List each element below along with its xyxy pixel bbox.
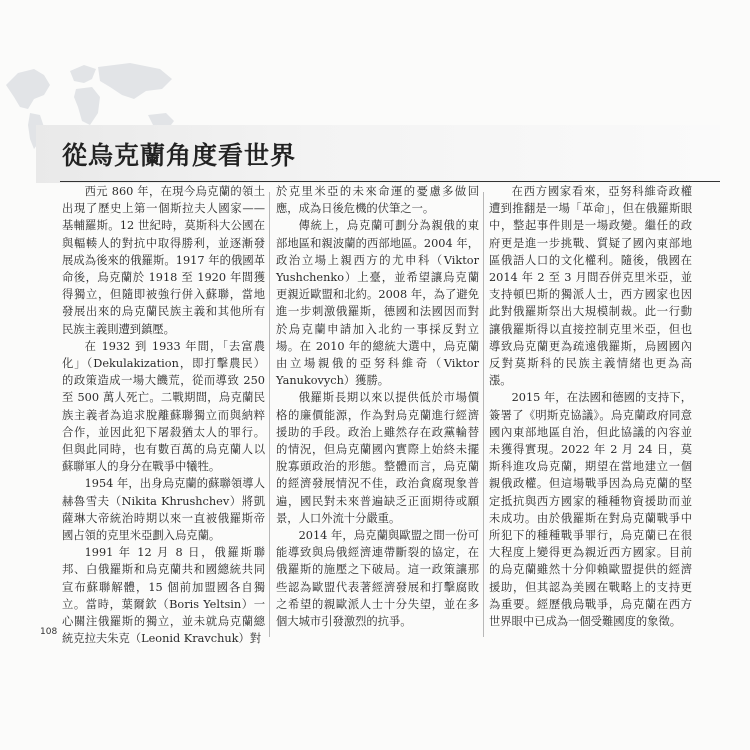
text-column-3 <box>489 183 692 630</box>
paragraph: 2015 年，在法國和德國的支持下，簽署了《明斯克協議》。烏克蘭政府同意國內東部地區自治，但此協議的內容並未獲得實現。2022 年 2 月 24 日，莫斯科進攻烏克蘭，期望在當地建立一個親俄政權。但這場戰爭因為烏克蘭的堅定抵抗與西方國家的種種物資援助而並未成功。由於俄羅斯在對烏克蘭戰爭中所犯下的種種戰爭罪行，烏克蘭已在很大程度上變得更為親近西方國家。目前的烏克蘭雖然十分仰賴歐盟提供的經濟援助，但其認為美國在戰略上的支持更為重要。經歷俄烏戰爭，烏克蘭在西方世界眼中已成為一個受難國度的象徵。 <box>489 391 692 629</box>
paragraph: 西元 860 年，在現今烏克蘭的領土出現了歷史上第一個斯拉夫人國家——基輔羅斯。12 世紀時，莫斯科大公國在與輻輳人的對抗中取得勝利，並逐漸發展成為後來的俄羅斯。1917 年的俄國革命後，烏克蘭於 1918 至 1920 年間獲得獨立，但隨即被強行併入蘇聯，當地發展出來的烏克蘭民族主義和其他所有民族主義則遭到鎮壓。 <box>62 185 265 336</box>
text-column-2 <box>276 183 479 630</box>
page-number: 108 <box>40 627 58 637</box>
paragraph: 在西方國家看來，亞努科維奇政權遭到推翻是一場「革命」，但在俄羅斯眼中，整起事件則是一場政變。繼任的政府更是進一步挑戰、質疑了國內東部地區俄語人口的文化權利。隨後，俄國在 2014 年 2 至 3 月間吞併克里米亞，並支持頓巴斯的獨派人士，西方國家也因此對俄羅斯祭出大規模制裁。此一行動讓俄羅斯得以直接控制克里米亞，但也導致烏克蘭更為疏遠俄羅斯，烏國國內反對莫斯科的民族主義情緒也更為高漲。 <box>489 185 692 388</box>
paragraph: 於克里米亞的未來命運的憂慮多做回應，成為日後危機的伏筆之一。 <box>276 185 479 216</box>
title-rule <box>60 181 720 182</box>
paragraph: 1954 年，出身烏克蘭的蘇聯領導人赫魯雪夫（Nikita Khrushchev）將凱薩琳大帝統治時期以來一直被俄羅斯帝國占領的克里米亞劃入烏克蘭。 <box>62 477 265 543</box>
paragraph: 俄羅斯長期以來以提供低於市場價格的廉價能源，作為對烏克蘭進行經濟援助的手段。政治上雖然存在政黨輪替的情況，但烏克蘭國內實際上始終未擺脫寡頭政治的形態。整體而言，烏克蘭的經濟發展情況不佳，政治貪腐現象普遍，國民對未來普遍缺乏正面期待或願景，人口外流十分嚴重。 <box>276 391 479 525</box>
paragraph: 傳統上，烏克蘭可劃分為親俄的東部地區和親波蘭的西部地區。2004 年，政治立場上親西方的尤申科（Viktor Yushchenko）上臺，並希望讓烏克蘭更親近歐盟和北約。2008 年，為了避免進一步刺激俄羅斯，德國和法國因而對於烏克蘭申請加入北約一事採反對立場。在 2010 年的總統大選中，烏克蘭由立場親俄的亞努科維奇（Viktor Yanukovych）獲勝。 <box>276 219 479 388</box>
paragraph: 2014 年，烏克蘭與歐盟之間一份可能導致與烏俄經濟連帶斷裂的協定，在俄羅斯的施壓之下破局。這一政策讓那些認為歐盟代表著經濟發展和打擊腐敗之希望的親歐派人士十分失望，並在多個大城市引發激烈的抗爭。 <box>276 529 479 629</box>
paragraph: 1991 年 12 月 8 日，俄羅斯聯邦、白俄羅斯和烏克蘭共和國總統共同宣布蘇聯解體，15 個前加盟國各自獨立。當時，葉爾欽（Boris Yeltsin）一心關注俄羅斯的獨立，並未就烏克蘭總統克拉夫朱克（Leonid Kravchuk）對 <box>62 546 265 646</box>
paragraph: 在 1932 到 1933 年間，「去富農化」（Dekulakization，即打擊農民）的政策造成一場大饑荒，從而導致 250 至 500 萬人死亡。二戰期間，烏克蘭民族主義者為追求脫離蘇聯獨立而與納粹合作，並因此犯下屠殺猶太人的罪行。但與此同時，也有數百萬的烏克蘭人以蘇聯軍人的身分在戰爭中犧牲。 <box>62 339 265 474</box>
page-title: 從烏克蘭角度看世界 <box>62 141 297 170</box>
column-divider <box>269 192 270 637</box>
text-column-1 <box>62 183 265 647</box>
column-divider <box>483 192 484 637</box>
